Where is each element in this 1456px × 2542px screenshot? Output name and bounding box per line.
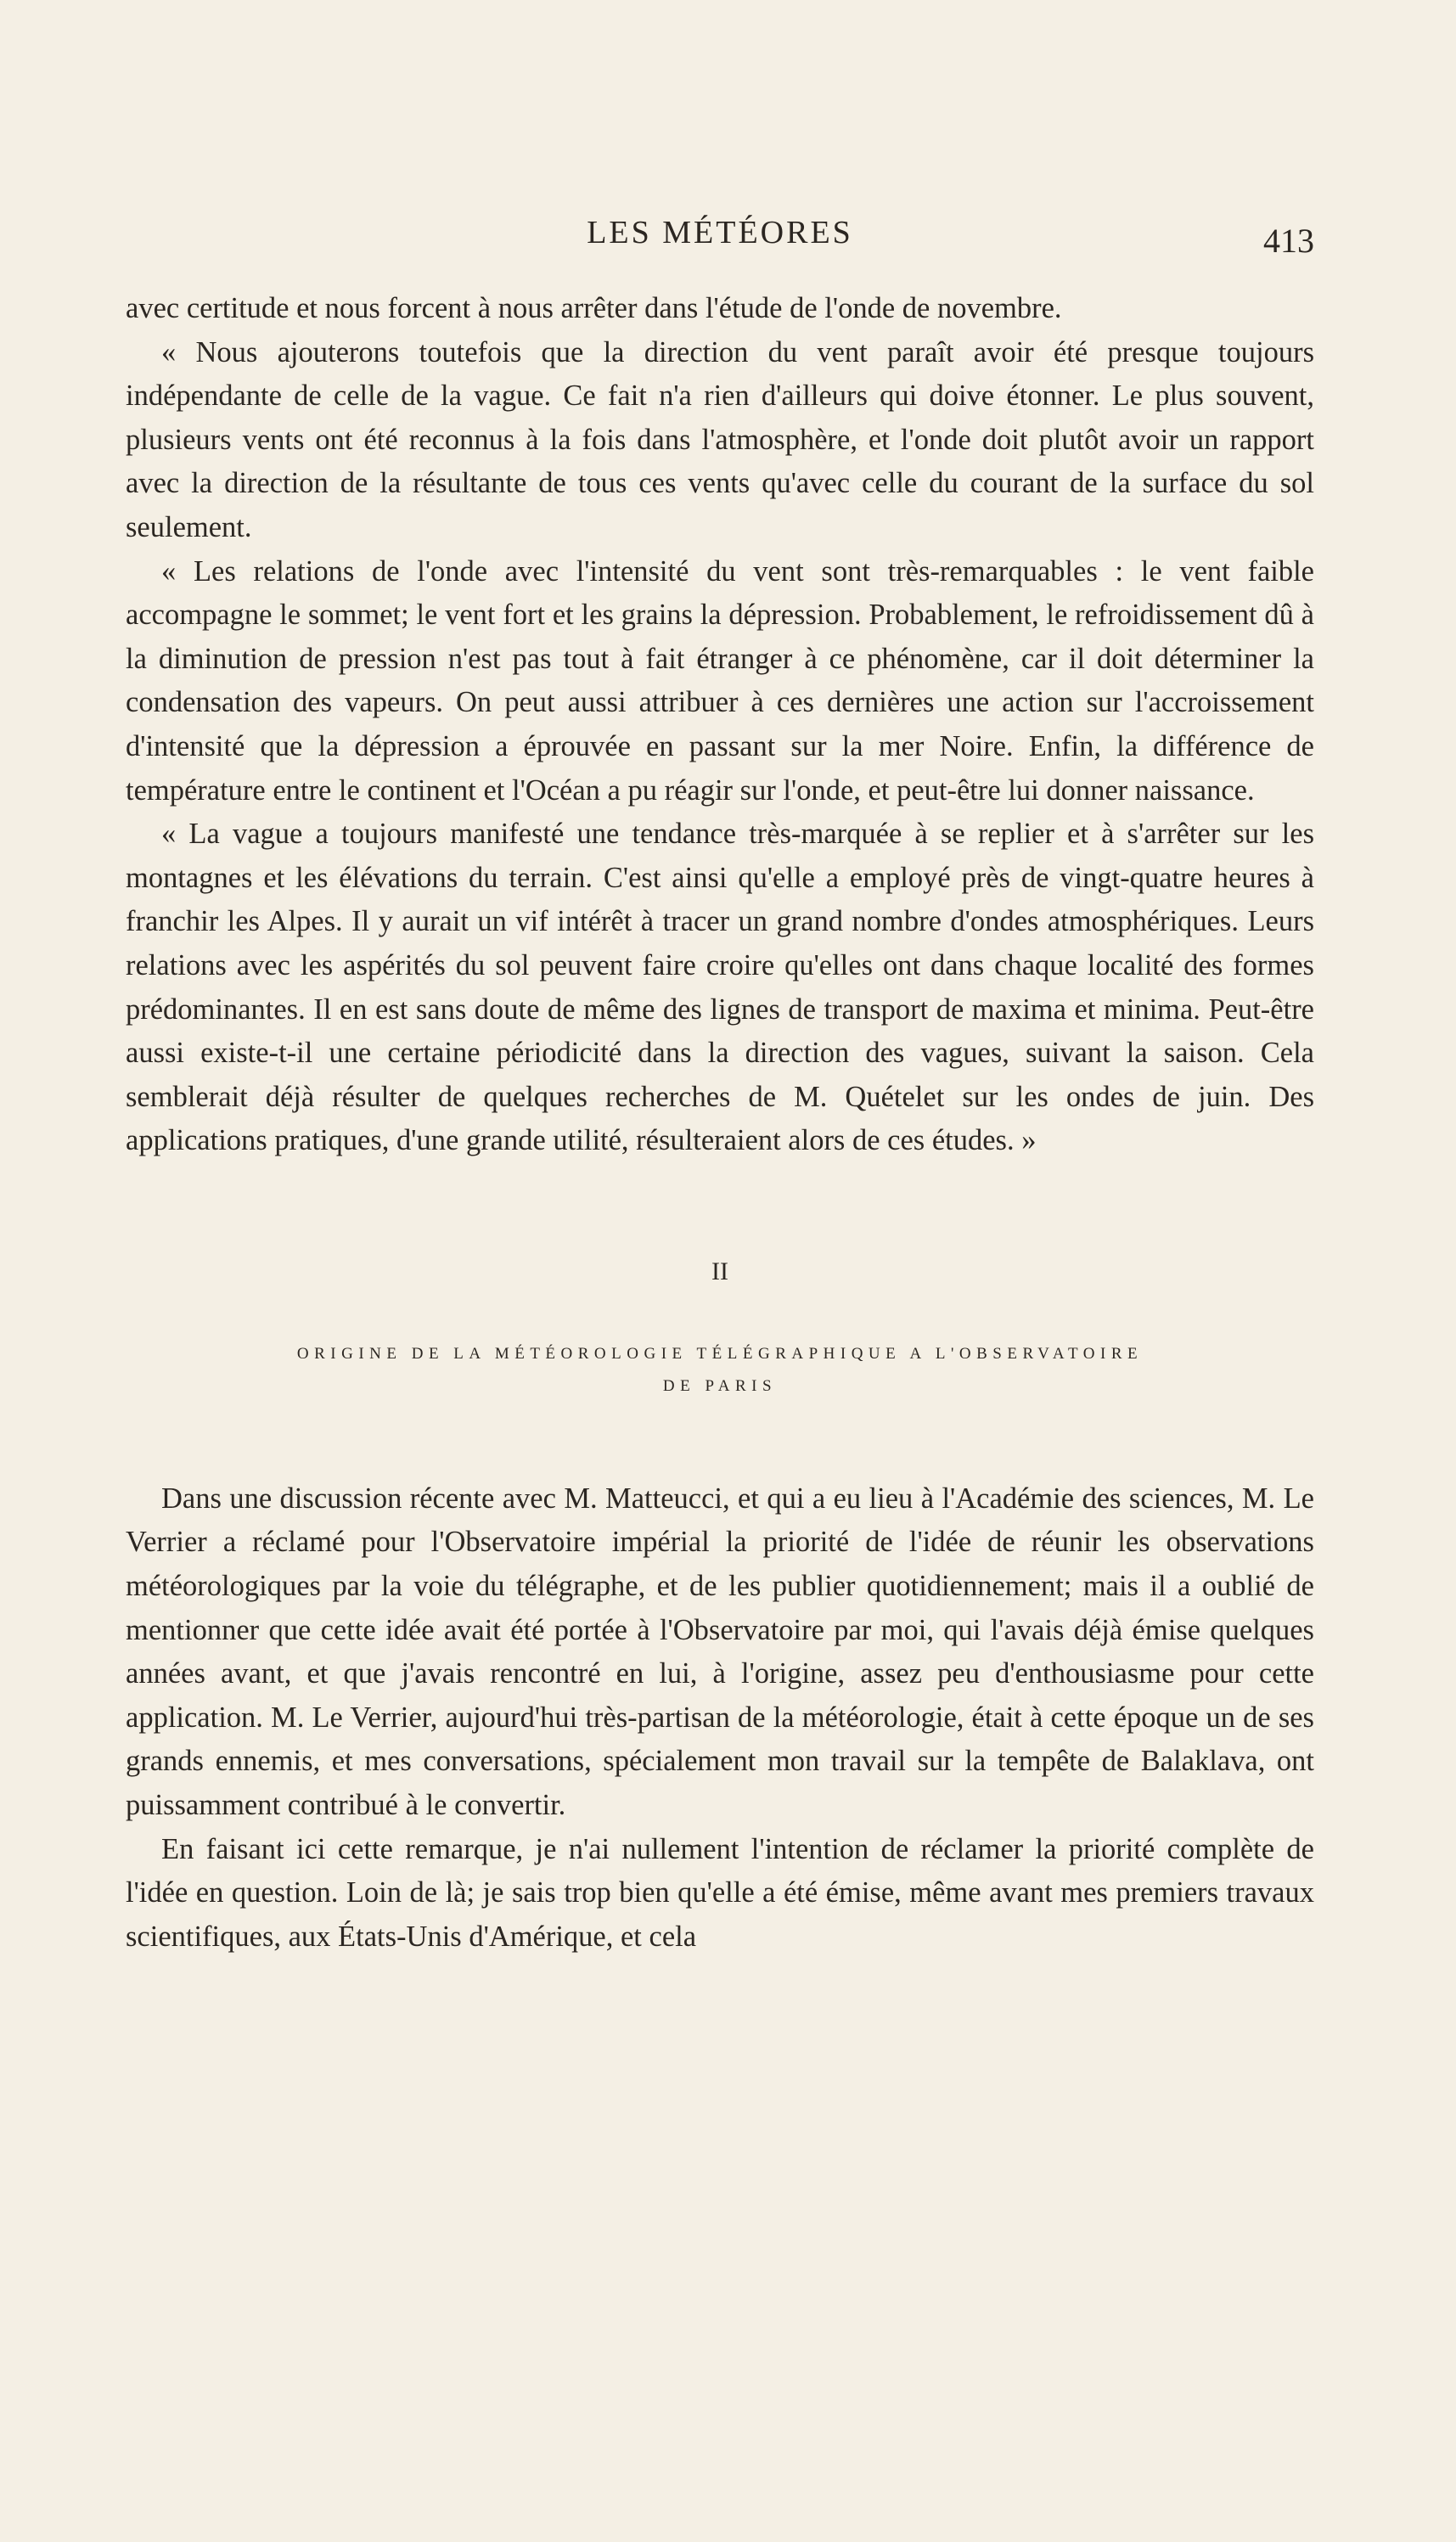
running-head xyxy=(126,214,1314,265)
paragraph: « La vague a toujours manifesté une tendance très-marquée à se replier et à s'arrêter sur les montagnes et les élévations du terrain. C'est ainsi qu'elle a employé près de vingt-quatre heures à franchir les Alpes. Il y aurait un vif intérêt à tracer un grand nombre d'ondes atmosphériques. Leurs relations avec les aspérités du sol peuvent faire croire qu'elles ont dans chaque localité des formes prédominantes. Il en est sans doute de même des lignes de transport de maxima et minima. Peut-être aussi existe-t-il une certaine périodicité dans la direction des vagues, suivant la saison. Cela semblerait déjà résulter de quelques recherches de M. Quételet sur les ondes de juin. Des applications pratiques, d'une grande utilité, résulteraient alors de ces études. » xyxy=(126,818,1314,1157)
page-number: 413 xyxy=(1263,222,1314,260)
paragraph: « Nous ajouterons toutefois que la direction du vent paraît avoir été presque toujours indépendante de celle de la vague. Ce fait n'a rien d'ailleurs qui doive étonner. Le plus souvent, plusieurs vents ont été reconnus à la fois dans l'atmosphère, et l'onde doit plutôt avoir un rapport avec la direction de la résultante de tous ces vents qu'avec celle du courant de la surface du sol seulement. xyxy=(126,335,1314,543)
paragraph: avec certitude et nous forcent à nous arrêter dans l'étude de l'onde de novembre. xyxy=(126,292,1062,324)
paragraph: « Les relations de l'onde avec l'intensité du vent sont très-remarquables : le vent faible accompagne le sommet; le vent fort et les grains la dépression. Probablement, le refroidissement dû à la diminution de pression n'est pas tout à fait étranger à ce phénomène, car il doit déterminer la condensation des vapeurs. On peut aussi attribuer à ces dernières une action sur l'accroissement d'intensité que la dépression a éprouvée en passant sur la mer Noire. Enfin, la différence de température entre le continent et l'Océan a pu réagir sur l'onde, et peut-être lui donner naissance. xyxy=(126,554,1314,807)
section-heading: ORIGINE DE LA MÉTÉOROLOGIE TÉLÉGRAPHIQUE A L'OBSERVATOIRE xyxy=(296,1344,1144,1363)
paragraph: Dans une discussion récente avec M. Matteucci, et qui a eu lieu à l'Académie des sciences, M. Le Verrier a réclamé pour l'Observatoire impérial la priorité de l'idée de réunir les observations météorologiques par la voie du télégraphe, et de les publier quotidiennement; mais il a oublié de mentionner que cette idée avait été portée à l'Observatoire par moi, qui l'avais déjà émise quelques années avant, et que j'avais rencontré en lui, à l'origine, assez peu d'enthousiasme pour cette application. M. Le Verrier, aujourd'hui très-partisan de la météorologie, était à cette époque un de ses grands ennemis, et mes conversations, spécialement mon travail sur la tempête de Balaklava, ont puissamment contribué à le convertir. xyxy=(126,1482,1314,1822)
section-heading-continued: DE PARIS xyxy=(662,1376,778,1395)
running-title: LES MÉTÉORES xyxy=(587,215,853,250)
body-text xyxy=(126,287,1314,1959)
section-numeral: II xyxy=(711,1257,728,1285)
paragraph: En faisant ici cette remarque, je n'ai nullement l'intention de réclamer la priorité complète de l'idée en question. Loin de là; je sais trop bien qu'elle a été émise, même avant mes premiers travaux scientifiques, aux États-Unis d'Amérique, et cela xyxy=(126,1832,1314,1953)
